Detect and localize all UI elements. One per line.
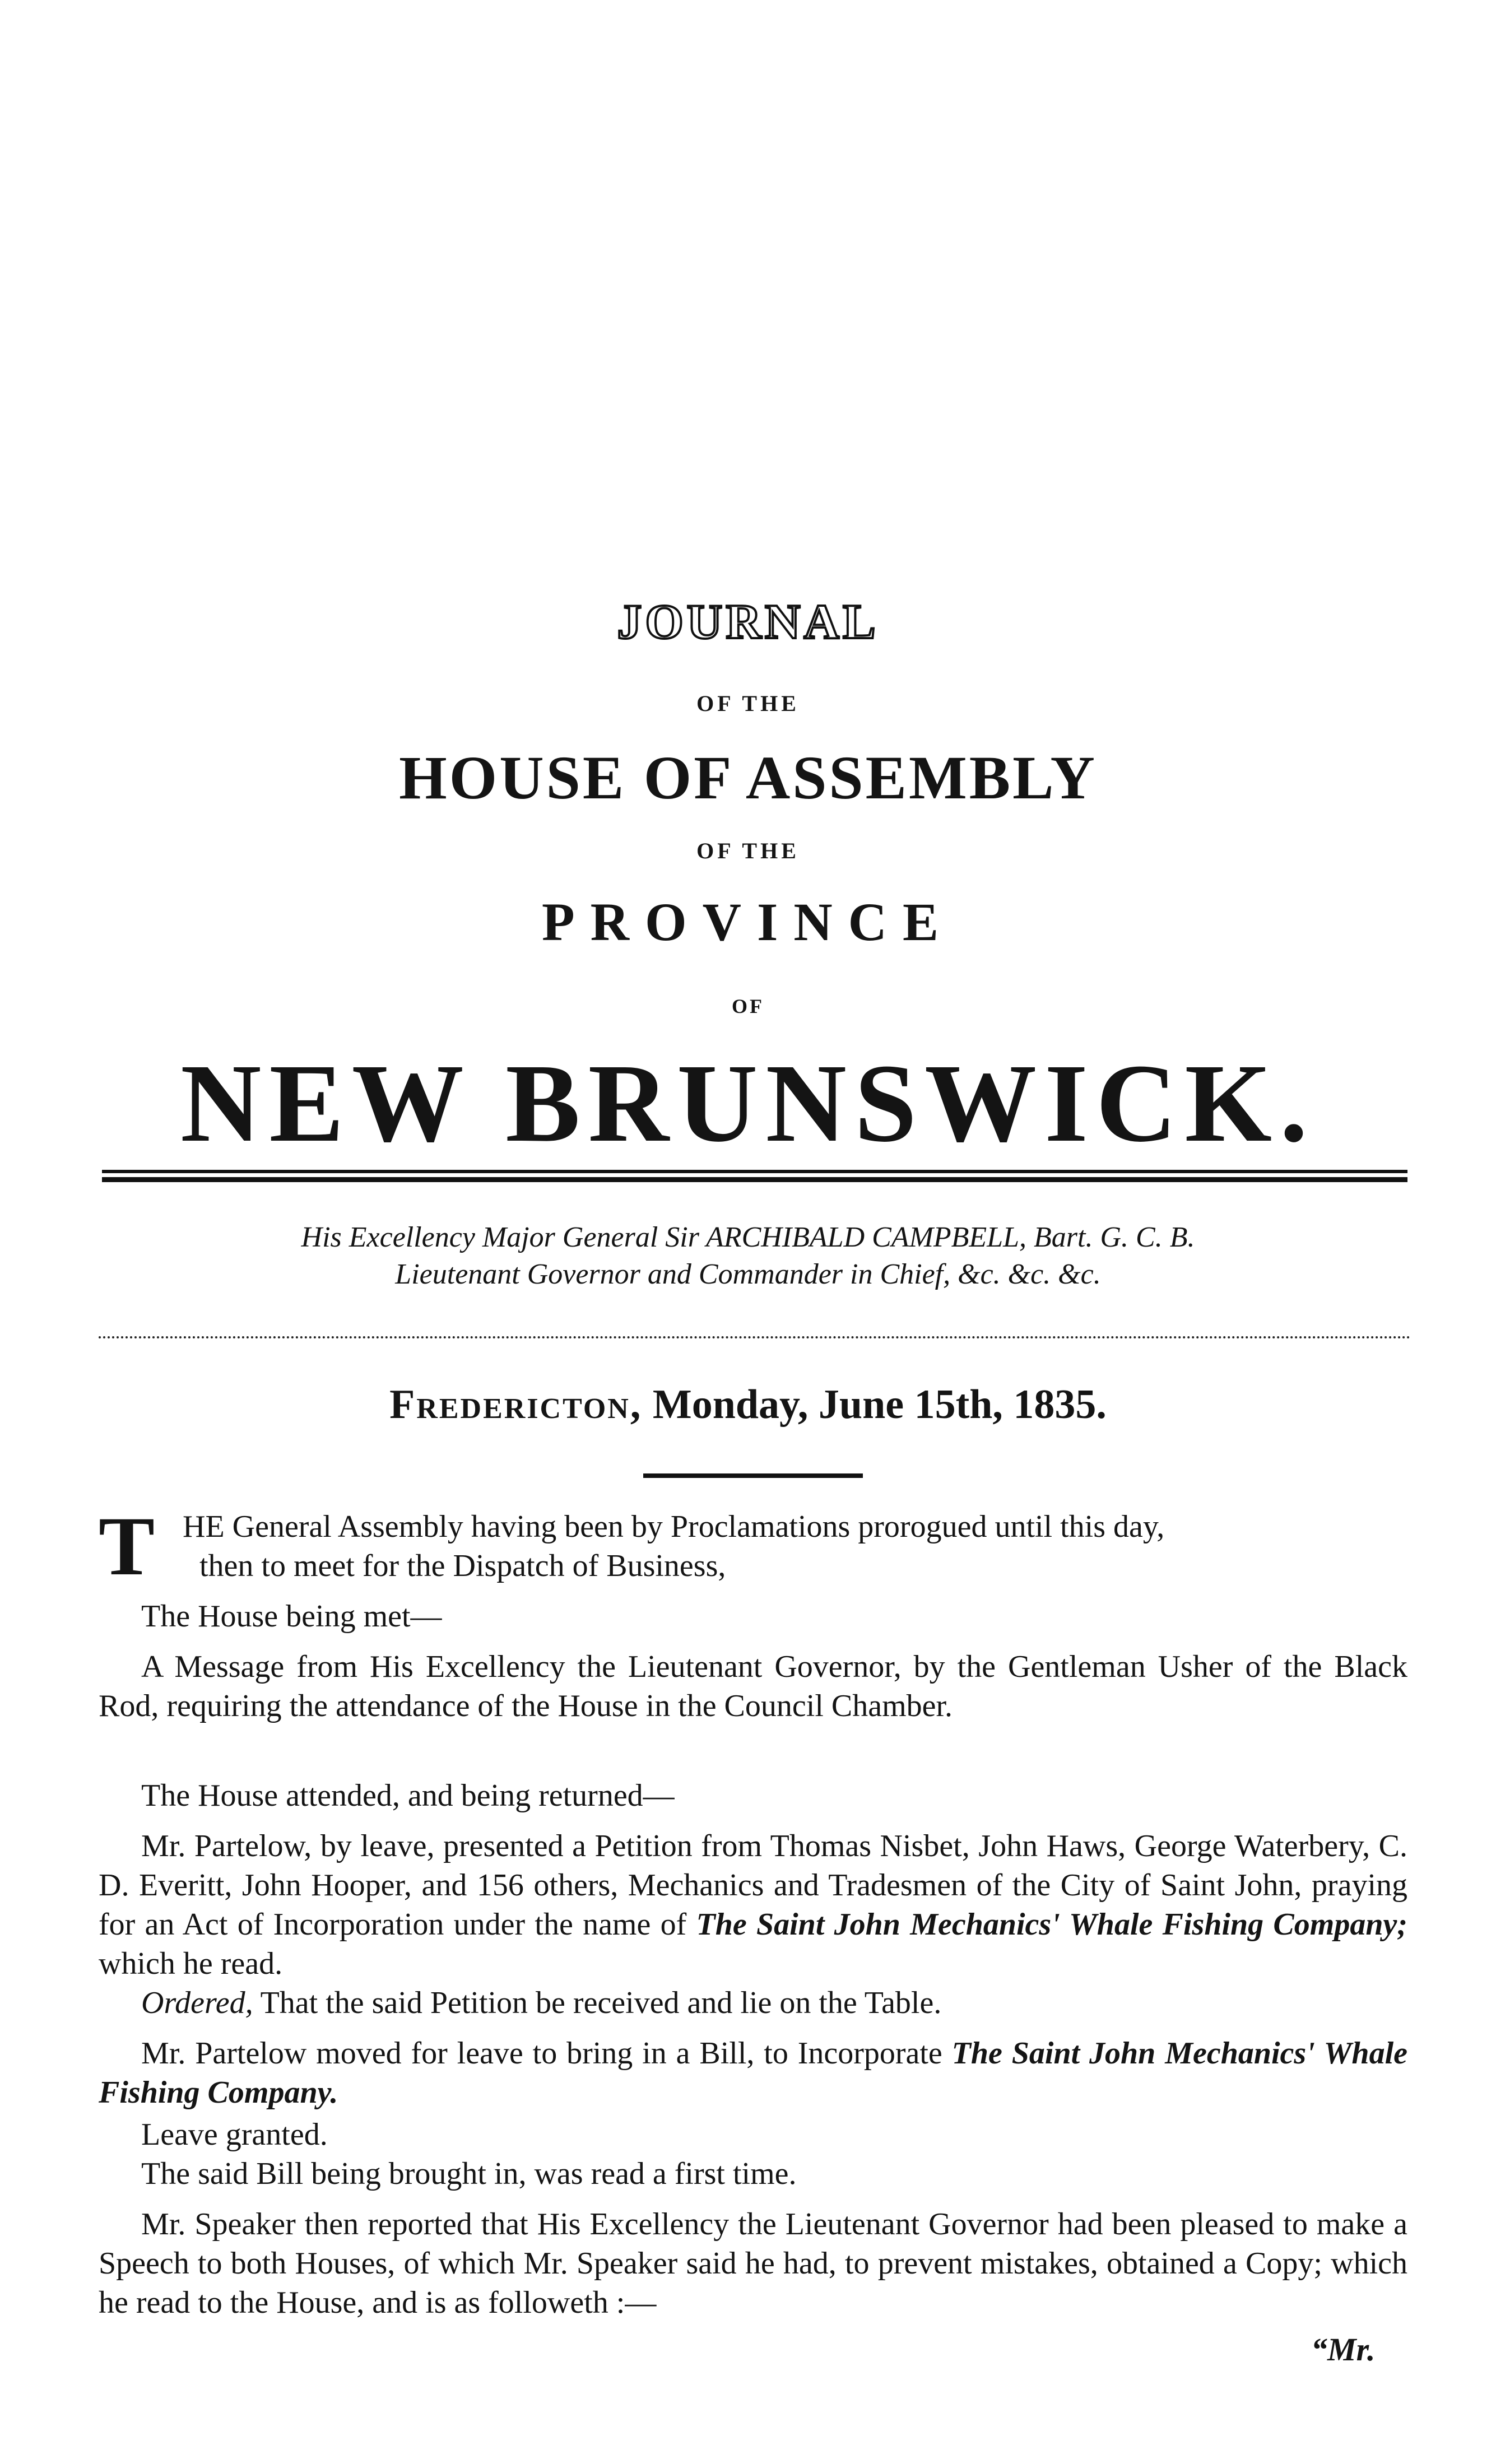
paragraph-petition bbox=[99, 1826, 1407, 1983]
company-name: The Saint John Mechanics' Whale Fishing Company; bbox=[696, 1907, 1407, 1942]
journal-title: JOURNAL bbox=[617, 595, 879, 649]
paragraph-opening bbox=[99, 1500, 1407, 1593]
petition-text: Mr. Partelow, by leave, presented a Petition from Thomas Nisbet, John Haws, George Waterbery, C. D. Everitt, John Hooper, and 156 others, Mechanics and Tradesmen of the City of Saint John, praying for an Act of Incorporation under the name of bbox=[99, 1829, 1407, 1942]
paragraph-leave-to-bring-bill bbox=[99, 2034, 1407, 2112]
new-brunswick-title: NEW BRUNSWICK. bbox=[180, 1042, 1316, 1165]
paragraph-speaker-report: Mr. Speaker then reported that His Excellency the Lieutenant Governor had been pleased to make a Speech to both Houses, of which Mr. Speaker said he had, to prevent mistakes, obtained a Copy; which he read to the House, and is as followeth :— bbox=[99, 2207, 1407, 2320]
of-label: OF bbox=[732, 995, 764, 1017]
paragraph-first-reading: The said Bill being brought in, was read a first time. bbox=[141, 2156, 797, 2191]
bill-company-name: The Saint John Mechanics' Whale Fishing Company. bbox=[99, 2036, 1407, 2110]
province-title: PROVINCE bbox=[541, 892, 954, 952]
opening-line-2: then to meet for the Dispatch of Business, bbox=[199, 1549, 726, 1583]
dateline-place: Fredericton, bbox=[389, 1382, 643, 1428]
short-rule-divider bbox=[643, 1473, 863, 1480]
of-the-label-2: OF THE bbox=[696, 838, 800, 863]
wavy-rule-divider bbox=[99, 1336, 1411, 1342]
of-the-label: OF THE bbox=[696, 691, 800, 716]
governor-line-2: Lieutenant Governor and Commander in Chief, &c. &c. &c. bbox=[395, 1258, 1101, 1290]
paragraph-message: A Message from His Excellency the Lieutenant Governor, by the Gentleman Usher of the Black Rod, requiring the attendance of the House in the Council Chamber. bbox=[99, 1649, 1407, 1723]
house-of-assembly-title: HOUSE OF ASSEMBLY bbox=[399, 743, 1097, 812]
dateline-date: Monday, June 15th, 1835. bbox=[652, 1382, 1107, 1428]
ordered-text: That the said Petition be received and lie on the Table. bbox=[253, 1986, 942, 2020]
paragraph-leave-granted: Leave granted. bbox=[141, 2117, 328, 2152]
bill-text: Mr. Partelow moved for leave to bring in a Bill, to Incorporate bbox=[141, 2036, 952, 2071]
governor-line-1: His Excellency Major General Sir ARCHIBALD CAMPBELL, Bart. G. C. B. bbox=[301, 1221, 1195, 1253]
opening-line-1: HE General Assembly having been by Proclamations prorogued until this day, bbox=[183, 1509, 1165, 1544]
paragraph-house-met: The House being met— bbox=[141, 1599, 442, 1634]
drop-cap: T bbox=[99, 1500, 155, 1593]
catchword: “Mr. bbox=[1311, 2331, 1376, 2368]
dateline bbox=[0, 1381, 1496, 1429]
petition-text-end: which he read. bbox=[99, 1946, 283, 1981]
paragraph-house-attended: The House attended, and being returned— bbox=[141, 1778, 675, 1813]
double-rule-divider bbox=[102, 1170, 1407, 1182]
ordered-label: Ordered, bbox=[141, 1986, 253, 2020]
paragraph-ordered bbox=[99, 1983, 1407, 2023]
